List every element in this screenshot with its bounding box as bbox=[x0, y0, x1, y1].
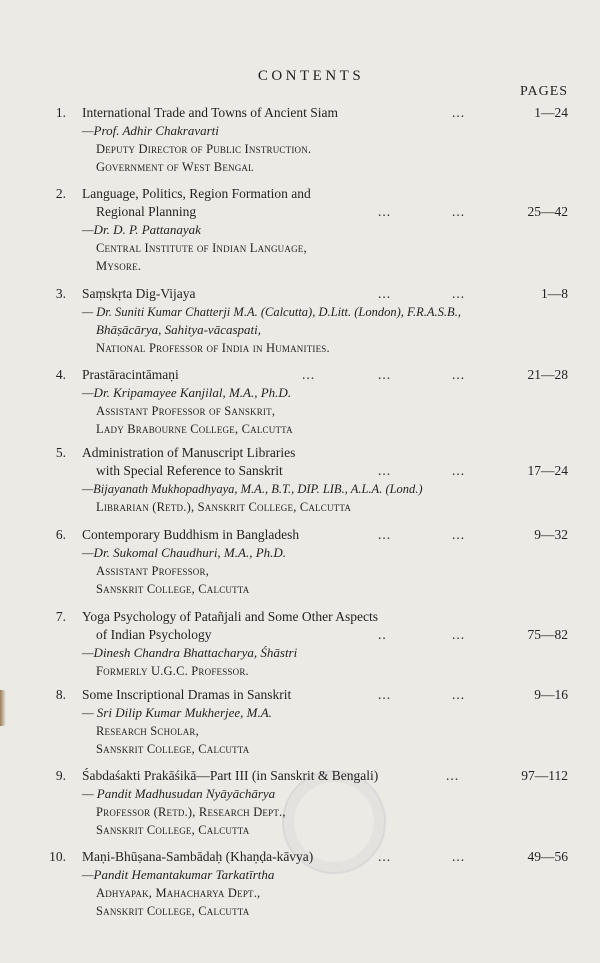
entry-affiliation: Sanskrit College, Calcutta bbox=[96, 904, 250, 918]
toc-entry-9 bbox=[0, 767, 600, 839]
entry-affiliation: Sanskrit College, Calcutta bbox=[96, 823, 250, 837]
entry-author: — Dr. Suniti Kumar Chatterji M.A. (Calcutta), D.Litt. (London), F.R.A.S.B., bbox=[82, 305, 461, 319]
toc-entry-10 bbox=[0, 848, 600, 920]
toc-entry-4 bbox=[0, 366, 600, 438]
entry-pages: 1—8 bbox=[541, 286, 568, 301]
leader-dots: ... bbox=[452, 463, 466, 478]
entry-affiliation: Sanskrit College, Calcutta bbox=[96, 742, 250, 756]
entry-title: Language, Politics, Region Formation and bbox=[82, 186, 311, 201]
entry-title: Śabdaśakti Prakāśikā—Part III (in Sanskrit & Bengali) bbox=[82, 768, 379, 783]
entry-affiliation: Formerly U.G.C. Professor. bbox=[96, 664, 249, 678]
leader-dots: ... bbox=[378, 527, 392, 542]
entry-number: 7. bbox=[55, 609, 66, 624]
entry-pages: 17—24 bbox=[527, 463, 568, 478]
entry-pages: 49—56 bbox=[527, 849, 568, 864]
toc-entry-7 bbox=[0, 608, 600, 680]
leader-dots: ... bbox=[452, 627, 466, 642]
entry-title: Saṃskṛta Dig-Vijaya bbox=[82, 286, 196, 301]
entry-pages: 97—112 bbox=[521, 768, 568, 783]
entry-title: Some Inscriptional Dramas in Sanskrit bbox=[82, 687, 292, 702]
leader-dots: ... bbox=[302, 367, 316, 382]
leader-dots: ... bbox=[378, 463, 392, 478]
leader-dots: .. bbox=[378, 627, 387, 642]
leader-dots: ... bbox=[446, 768, 460, 783]
entry-affiliation: Adhyapak, Mahacharya Dept., bbox=[96, 886, 261, 900]
contents-heading: CONTENTS bbox=[257, 68, 365, 84]
entry-number: 8. bbox=[55, 687, 66, 702]
entry-author: — Pandit Madhusudan Nyāyāchārya bbox=[82, 786, 276, 801]
leader-dots: ... bbox=[452, 849, 466, 864]
entry-pages: 1—24 bbox=[534, 105, 568, 120]
entry-number: 2. bbox=[55, 186, 66, 201]
entry-author: —Dr. D. P. Pattanayak bbox=[82, 222, 201, 237]
entry-number: 4. bbox=[55, 367, 66, 382]
entry-pages: 9—16 bbox=[534, 687, 568, 702]
entry-title: Prastāracintāmaṇi bbox=[82, 367, 179, 382]
toc-entry-2 bbox=[0, 185, 600, 275]
entry-affiliation: Lady Brabourne College, Calcutta bbox=[96, 422, 293, 436]
entry-pages: 25—42 bbox=[527, 204, 568, 219]
entry-title: Regional Planning bbox=[96, 204, 197, 219]
entry-affiliation: Central Institute of Indian Language, bbox=[96, 241, 307, 255]
entry-affiliation: Sanskrit College, Calcutta bbox=[96, 582, 250, 596]
entry-pages: 21—28 bbox=[527, 367, 568, 382]
entry-number: 10. bbox=[49, 849, 66, 864]
leader-dots: ... bbox=[452, 204, 466, 219]
leader-dots: ... bbox=[378, 204, 392, 219]
toc-entry-8 bbox=[0, 686, 600, 758]
entry-affiliation: National Professor of India in Humanities. bbox=[96, 341, 330, 355]
toc-entry-5 bbox=[0, 444, 600, 516]
leader-dots: ... bbox=[452, 527, 466, 542]
leader-dots: ... bbox=[452, 367, 466, 382]
entry-pages: 75—82 bbox=[527, 627, 568, 642]
entry-number: 5. bbox=[55, 445, 66, 460]
entry-title: Maṇi-Bhūṣana-Sambādaḥ (Khaṇḍa-kāvya) bbox=[82, 849, 314, 864]
entry-number: 1. bbox=[55, 105, 66, 120]
entry-title: with Special Reference to Sanskrit bbox=[96, 463, 283, 478]
entry-affiliation: Librarian (Retd.), Sanskrit College, Calcutta bbox=[96, 500, 352, 514]
entry-number: 3. bbox=[55, 286, 66, 301]
entry-affiliation: Mysore. bbox=[96, 259, 142, 273]
pages-column-label: PAGES bbox=[520, 84, 569, 99]
entry-title: International Trade and Towns of Ancient Siam bbox=[82, 105, 339, 120]
leader-dots: ... bbox=[378, 849, 392, 864]
leader-dots: ... bbox=[452, 105, 466, 120]
toc-entry-1 bbox=[0, 104, 600, 176]
entry-title: of Indian Psychology bbox=[96, 627, 212, 642]
entry-author: —Dinesh Chandra Bhattacharya, Śhāstri bbox=[82, 645, 298, 660]
entry-title: Yoga Psychology of Patañjali and Some Other Aspects bbox=[82, 609, 378, 624]
entry-pages: 9—32 bbox=[534, 527, 568, 542]
entry-affiliation: Assistant Professor of Sanskrit, bbox=[96, 404, 276, 418]
entry-affiliation: Assistant Professor, bbox=[96, 564, 210, 578]
entry-author: —Bijayanath Mukhopadhyaya, M.A., B.T., DIP. LIB., A.L.A. (Lond.) bbox=[82, 482, 423, 496]
entry-affiliation: Research Scholar, bbox=[96, 724, 199, 738]
entry-affiliation: Deputy Director of Public Instruction. bbox=[96, 142, 312, 156]
entry-author: —Pandit Hemantakumar Tarkatīrtha bbox=[82, 867, 275, 882]
leader-dots: ... bbox=[378, 286, 392, 301]
entry-affiliation: Professor (Retd.), Research Dept., bbox=[96, 805, 286, 819]
leader-dots: ... bbox=[378, 367, 392, 382]
entry-author: —Dr. Kripamayee Kanjilal, M.A., Ph.D. bbox=[82, 385, 292, 400]
entry-author: —Prof. Adhir Chakravarti bbox=[82, 123, 219, 138]
entry-title: Administration of Manuscript Libraries bbox=[82, 445, 296, 460]
entry-affiliation: Government of West Bengal bbox=[96, 160, 254, 174]
leader-dots: ... bbox=[378, 687, 392, 702]
toc-entry-3 bbox=[0, 285, 600, 357]
leader-dots: ... bbox=[452, 286, 466, 301]
leader-dots: ... bbox=[452, 687, 466, 702]
entry-number: 6. bbox=[55, 527, 66, 542]
entry-title: Contemporary Buddhism in Bangladesh bbox=[82, 527, 300, 542]
entry-author: —Dr. Sukomal Chaudhuri, M.A., Ph.D. bbox=[82, 545, 287, 560]
entry-author: — Sri Dilip Kumar Mukherjee, M.A. bbox=[82, 705, 272, 720]
entry-author-titles: Bhāṣācārya, Sahitya-vācaspati, bbox=[96, 322, 261, 337]
toc-entry-6 bbox=[0, 526, 600, 598]
entry-number: 9. bbox=[55, 768, 66, 783]
